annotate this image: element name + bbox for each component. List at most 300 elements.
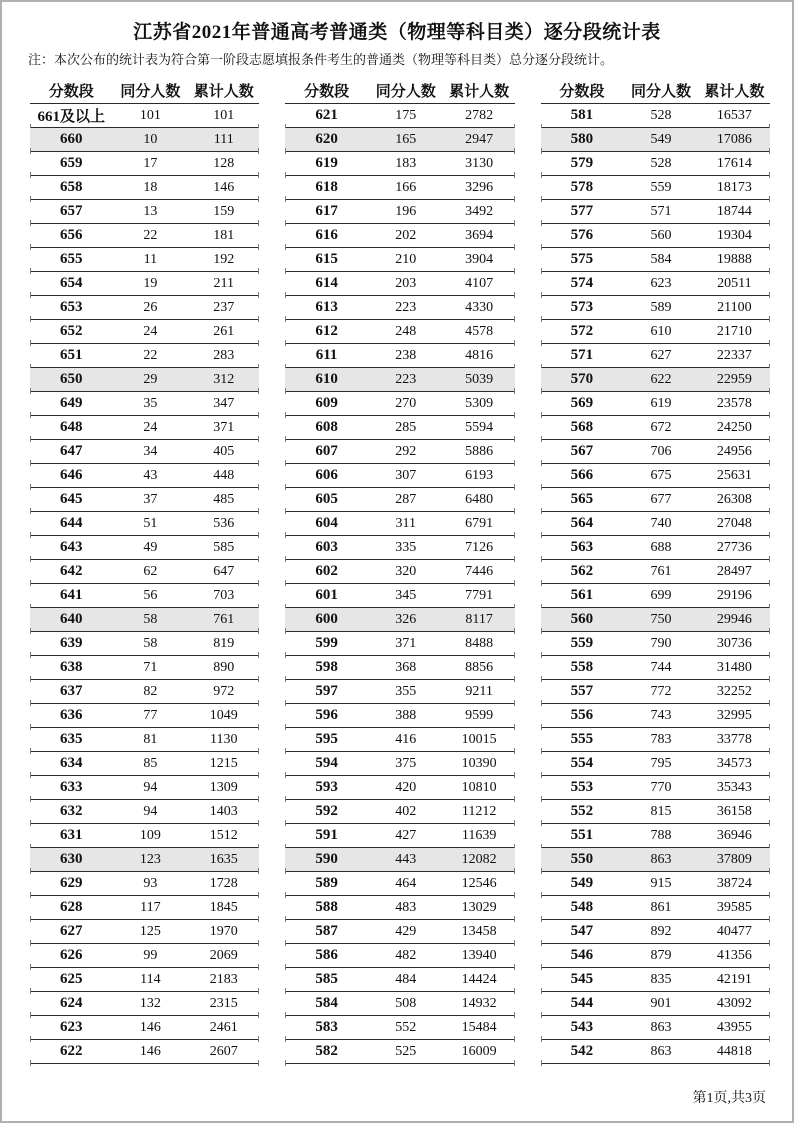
score-range: 632 — [60, 803, 83, 819]
score-range: 627 — [60, 923, 83, 939]
cumulative-count: 1635 — [209, 851, 238, 867]
score-range: 594 — [315, 755, 338, 771]
table-header-row — [30, 77, 259, 104]
score-range: 629 — [60, 875, 83, 891]
cumulative-count: 10015 — [461, 731, 497, 747]
table-row — [541, 128, 770, 152]
table-row — [541, 776, 770, 800]
cumulative-count: 13940 — [461, 947, 497, 963]
same-score-count: 528 — [650, 155, 672, 171]
same-score-count: 879 — [650, 947, 672, 963]
table-row — [541, 296, 770, 320]
cumulative-count: 18173 — [716, 179, 752, 195]
same-score-count: 584 — [650, 251, 672, 267]
table-row — [30, 296, 259, 320]
table-row — [541, 320, 770, 344]
score-range: 608 — [315, 419, 338, 435]
cumulative-count: 28497 — [716, 563, 752, 579]
table-row — [30, 224, 259, 248]
cumulative-count: 585 — [213, 539, 235, 555]
table-row — [541, 584, 770, 608]
score-range: 615 — [315, 251, 338, 267]
same-score-count: 94 — [143, 779, 158, 795]
same-score-count: 788 — [650, 827, 672, 843]
score-range: 611 — [315, 347, 338, 363]
score-range: 560 — [570, 611, 594, 627]
table-row — [30, 992, 259, 1016]
score-range: 650 — [60, 371, 83, 387]
same-score-count: 85 — [143, 755, 158, 771]
score-range: 543 — [570, 1019, 594, 1035]
table-row — [285, 272, 514, 296]
table-row — [30, 536, 259, 560]
same-score-count: 166 — [395, 179, 417, 195]
score-range: 566 — [570, 467, 594, 483]
score-range: 654 — [60, 275, 83, 291]
same-score-count: 677 — [650, 491, 672, 507]
same-score-count: 24 — [143, 419, 158, 435]
cumulative-count: 261 — [213, 323, 235, 339]
table-row — [30, 752, 259, 776]
same-score-count: 525 — [395, 1043, 417, 1059]
score-range: 549 — [570, 875, 594, 891]
cumulative-count: 17086 — [716, 131, 752, 147]
same-score-count: 688 — [650, 539, 672, 555]
score-range: 612 — [315, 323, 338, 339]
cumulative-count: 347 — [213, 395, 235, 411]
score-range: 657 — [60, 203, 83, 219]
table-row — [285, 536, 514, 560]
cumulative-count: 8117 — [465, 611, 493, 627]
table-row — [285, 416, 514, 440]
same-score-count: 56 — [143, 587, 158, 603]
cumulative-count: 211 — [213, 275, 234, 291]
score-range: 580 — [570, 131, 594, 147]
score-table — [541, 77, 770, 1064]
cumulative-count: 11212 — [461, 803, 497, 819]
table-row — [541, 656, 770, 680]
score-range: 567 — [570, 443, 594, 459]
cumulative-count: 30736 — [716, 635, 752, 651]
cumulative-count: 4330 — [465, 299, 494, 315]
same-score-count: 770 — [650, 779, 672, 795]
score-range: 578 — [570, 179, 594, 195]
table-row — [285, 728, 514, 752]
same-score-count: 863 — [650, 1043, 672, 1059]
table-row — [285, 368, 514, 392]
cumulative-count: 18744 — [716, 203, 752, 219]
cumulative-count: 181 — [213, 227, 235, 243]
cumulative-count: 5309 — [465, 395, 494, 411]
score-range: 602 — [315, 563, 338, 579]
table-row — [541, 680, 770, 704]
score-range: 584 — [315, 995, 338, 1011]
cumulative-count: 3296 — [465, 179, 494, 195]
table-row — [30, 416, 259, 440]
cumulative-count: 22337 — [716, 347, 752, 363]
same-score-count: 270 — [395, 395, 417, 411]
score-range: 643 — [60, 539, 83, 555]
same-score-count: 26 — [143, 299, 158, 315]
cumulative-count: 19304 — [716, 227, 752, 243]
score-range: 634 — [60, 755, 83, 771]
same-score-count: 146 — [139, 1043, 161, 1059]
cumulative-count: 2069 — [209, 947, 238, 963]
score-range: 652 — [60, 323, 83, 339]
same-score-count: 311 — [395, 515, 416, 531]
same-score-count: 863 — [650, 1019, 672, 1035]
score-range: 561 — [570, 587, 594, 603]
table-row — [541, 152, 770, 176]
cumulative-count: 4107 — [465, 275, 494, 291]
score-table — [285, 77, 514, 1064]
cumulative-count: 10810 — [461, 779, 497, 795]
same-score-count: 62 — [143, 563, 158, 579]
table-row — [285, 680, 514, 704]
cumulative-count: 42191 — [716, 971, 752, 987]
table-row — [285, 1040, 514, 1064]
cumulative-count: 1130 — [210, 731, 238, 747]
table-row — [541, 824, 770, 848]
same-score-count: 443 — [395, 851, 417, 867]
cumulative-count: 32995 — [716, 707, 752, 723]
table-row — [285, 176, 514, 200]
score-range: 544 — [570, 995, 594, 1011]
same-score-count: 750 — [650, 611, 672, 627]
same-score-count: 892 — [650, 923, 672, 939]
score-range: 641 — [60, 587, 83, 603]
score-range: 559 — [570, 635, 594, 651]
score-range: 600 — [315, 611, 338, 627]
column-header-score-range: 分数段 — [48, 83, 94, 100]
cumulative-count: 2315 — [209, 995, 238, 1011]
cumulative-count: 14932 — [461, 995, 497, 1011]
same-score-count: 43 — [143, 467, 158, 483]
table-row — [541, 272, 770, 296]
table-row — [30, 272, 259, 296]
same-score-count: 99 — [143, 947, 158, 963]
score-range: 583 — [315, 1019, 338, 1035]
table-row — [541, 920, 770, 944]
score-range: 562 — [570, 563, 594, 579]
same-score-count: 335 — [395, 539, 417, 555]
table-row — [30, 728, 259, 752]
cumulative-count: 13458 — [461, 923, 497, 939]
score-range: 622 — [60, 1043, 83, 1059]
cumulative-count: 36158 — [716, 803, 752, 819]
same-score-count: 248 — [395, 323, 417, 339]
table-row — [30, 152, 259, 176]
score-range: 552 — [570, 803, 594, 819]
same-score-count: 672 — [650, 419, 672, 435]
score-range: 553 — [570, 779, 594, 795]
cumulative-count: 6791 — [465, 515, 494, 531]
score-range: 572 — [570, 323, 594, 339]
table-row — [541, 440, 770, 464]
cumulative-count: 1403 — [209, 803, 238, 819]
cumulative-count: 44818 — [716, 1043, 752, 1059]
score-range: 546 — [570, 947, 594, 963]
cumulative-count: 1728 — [209, 875, 238, 891]
cumulative-count: 24956 — [716, 443, 752, 459]
same-score-count: 861 — [650, 899, 672, 915]
score-range: 647 — [60, 443, 83, 459]
cumulative-count: 5039 — [465, 371, 494, 387]
table-row — [541, 704, 770, 728]
score-range: 557 — [570, 683, 594, 699]
cumulative-count: 35343 — [716, 779, 752, 795]
score-range: 639 — [60, 635, 83, 651]
score-range: 571 — [570, 347, 594, 363]
table-row — [541, 200, 770, 224]
cumulative-count: 38724 — [716, 875, 752, 891]
same-score-count: 571 — [650, 203, 672, 219]
same-score-count: 210 — [395, 251, 417, 267]
cumulative-count: 1845 — [209, 899, 238, 915]
table-row — [30, 776, 259, 800]
score-range: 577 — [570, 203, 594, 219]
cumulative-count: 7446 — [465, 563, 494, 579]
same-score-count: 464 — [395, 875, 417, 891]
cumulative-count: 4816 — [465, 347, 494, 363]
score-range: 620 — [315, 131, 338, 147]
cumulative-count: 21710 — [716, 323, 752, 339]
cumulative-count: 448 — [213, 467, 235, 483]
column-header-same-score-count: 同分人数 — [375, 83, 436, 100]
same-score-count: 783 — [650, 731, 672, 747]
same-score-count: 202 — [395, 227, 417, 243]
cumulative-count: 40477 — [716, 923, 752, 939]
score-range: 589 — [315, 875, 338, 891]
table-row — [285, 248, 514, 272]
cumulative-count: 312 — [213, 371, 235, 387]
cumulative-count: 5886 — [465, 443, 494, 459]
cumulative-count: 8856 — [465, 659, 494, 675]
table-row — [30, 128, 259, 152]
cumulative-count: 7791 — [465, 587, 494, 603]
same-score-count: 81 — [143, 731, 158, 747]
table-row — [30, 560, 259, 584]
cumulative-count: 4578 — [465, 323, 494, 339]
same-score-count: 429 — [395, 923, 417, 939]
table-row — [30, 104, 259, 128]
same-score-count: 307 — [395, 467, 417, 483]
cumulative-count: 23578 — [716, 395, 752, 411]
same-score-count: 326 — [395, 611, 417, 627]
same-score-count: 740 — [650, 515, 672, 531]
score-range: 660 — [60, 131, 83, 147]
score-range: 630 — [60, 851, 83, 867]
same-score-count: 287 — [395, 491, 417, 507]
cumulative-count: 33778 — [716, 731, 752, 747]
table-row — [30, 968, 259, 992]
table-row — [285, 800, 514, 824]
same-score-count: 402 — [395, 803, 417, 819]
same-score-count: 619 — [650, 395, 672, 411]
table-row — [30, 872, 259, 896]
cumulative-count: 1215 — [209, 755, 238, 771]
table-row — [285, 128, 514, 152]
table-row — [285, 560, 514, 584]
same-score-count: 17 — [143, 155, 158, 171]
score-range: 649 — [60, 395, 83, 411]
table-row — [285, 992, 514, 1016]
same-score-count: 125 — [139, 923, 161, 939]
cumulative-count: 29196 — [716, 587, 752, 603]
cumulative-count: 27736 — [716, 539, 752, 555]
table-row — [285, 512, 514, 536]
score-range: 636 — [60, 707, 83, 723]
score-range: 582 — [315, 1043, 338, 1059]
column-header-cumulative-count: 累计人数 — [193, 83, 254, 100]
table-row — [30, 392, 259, 416]
same-score-count: 560 — [650, 227, 672, 243]
same-score-count: 355 — [395, 683, 417, 699]
cumulative-count: 34573 — [716, 755, 752, 771]
same-score-count: 109 — [139, 827, 161, 843]
score-range: 651 — [60, 347, 83, 363]
score-range: 565 — [570, 491, 594, 507]
cumulative-count: 6193 — [465, 467, 494, 483]
score-range: 585 — [315, 971, 338, 987]
same-score-count: 549 — [650, 131, 672, 147]
score-range: 606 — [315, 467, 338, 483]
table-row — [30, 464, 259, 488]
table-row — [285, 224, 514, 248]
same-score-count: 528 — [650, 107, 672, 123]
score-range: 542 — [570, 1043, 594, 1059]
score-range: 598 — [315, 659, 338, 675]
table-row — [541, 944, 770, 968]
score-range: 640 — [60, 611, 83, 627]
same-score-count: 10 — [143, 131, 158, 147]
score-range: 646 — [60, 467, 83, 483]
table-row — [285, 392, 514, 416]
table-row — [30, 848, 259, 872]
score-range: 569 — [570, 395, 594, 411]
table-row — [30, 824, 259, 848]
table-row — [30, 656, 259, 680]
same-score-count: 49 — [143, 539, 158, 555]
cumulative-count: 2183 — [209, 971, 238, 987]
same-score-count: 146 — [139, 1019, 161, 1035]
score-range: 619 — [315, 155, 338, 171]
same-score-count: 772 — [650, 683, 672, 699]
table-row — [30, 488, 259, 512]
cumulative-count: 22959 — [716, 371, 752, 387]
score-range: 614 — [315, 275, 338, 291]
score-range: 563 — [570, 539, 594, 555]
same-score-count: 114 — [140, 971, 161, 987]
table-row — [30, 920, 259, 944]
table-row — [30, 344, 259, 368]
table-header-row — [285, 77, 514, 104]
table-row — [541, 992, 770, 1016]
same-score-count: 427 — [395, 827, 417, 843]
table-row — [541, 248, 770, 272]
cumulative-count: 1049 — [209, 707, 238, 723]
cumulative-count: 536 — [213, 515, 235, 531]
cumulative-count: 36946 — [716, 827, 752, 843]
table-row — [285, 608, 514, 632]
same-score-count: 552 — [395, 1019, 417, 1035]
same-score-count: 132 — [139, 995, 161, 1011]
same-score-count: 915 — [650, 875, 672, 891]
same-score-count: 165 — [395, 131, 417, 147]
table-row — [541, 536, 770, 560]
cumulative-count: 101 — [213, 107, 235, 123]
same-score-count: 101 — [139, 107, 161, 123]
score-range: 624 — [60, 995, 83, 1011]
table-row — [285, 1016, 514, 1040]
table-row — [30, 632, 259, 656]
cumulative-count: 7126 — [465, 539, 494, 555]
score-range: 547 — [570, 923, 594, 939]
table-row — [285, 872, 514, 896]
cumulative-count: 16009 — [461, 1043, 497, 1059]
same-score-count: 175 — [395, 107, 417, 123]
table-row — [30, 200, 259, 224]
score-range: 635 — [60, 731, 83, 747]
table-row — [285, 944, 514, 968]
table-row — [30, 440, 259, 464]
score-range: 642 — [60, 563, 83, 579]
cumulative-count: 15484 — [461, 1019, 497, 1035]
same-score-count: 223 — [395, 371, 417, 387]
column-header-score-range: 分数段 — [304, 83, 350, 100]
table-row — [285, 704, 514, 728]
same-score-count: 559 — [650, 179, 672, 195]
score-range: 609 — [315, 395, 338, 411]
same-score-count: 795 — [650, 755, 672, 771]
cumulative-count: 128 — [213, 155, 235, 171]
score-range: 590 — [315, 851, 338, 867]
cumulative-count: 37809 — [716, 851, 752, 867]
cumulative-count: 703 — [213, 587, 235, 603]
table-row — [541, 224, 770, 248]
score-range: 596 — [315, 707, 338, 723]
score-range: 655 — [60, 251, 83, 267]
same-score-count: 77 — [143, 707, 158, 723]
cumulative-count: 819 — [213, 635, 235, 651]
table-row — [30, 680, 259, 704]
cumulative-count: 111 — [213, 131, 234, 147]
cumulative-count: 25631 — [716, 467, 752, 483]
note-text: 注：本次公布的统计表为符合第一阶段志愿填报条件考生的普通类（物理等科目类）总分逐分段统计。 — [28, 52, 614, 67]
same-score-count: 196 — [395, 203, 417, 219]
table-row — [541, 512, 770, 536]
score-range: 592 — [315, 803, 338, 819]
table-row — [30, 704, 259, 728]
cumulative-count: 2461 — [209, 1019, 238, 1035]
same-score-count: 24 — [143, 323, 158, 339]
table-row — [541, 1040, 770, 1064]
cumulative-count: 3492 — [465, 203, 494, 219]
same-score-count: 320 — [395, 563, 417, 579]
score-range: 554 — [570, 755, 594, 771]
score-range: 558 — [570, 659, 594, 675]
cumulative-count: 24250 — [716, 419, 752, 435]
table-row — [30, 320, 259, 344]
table-row — [285, 656, 514, 680]
cumulative-count: 6480 — [465, 491, 494, 507]
table-row — [30, 368, 259, 392]
cumulative-count: 32252 — [716, 683, 752, 699]
score-range: 653 — [60, 299, 83, 315]
cumulative-count: 192 — [213, 251, 235, 267]
score-range: 633 — [60, 779, 83, 795]
cumulative-count: 146 — [213, 179, 235, 195]
